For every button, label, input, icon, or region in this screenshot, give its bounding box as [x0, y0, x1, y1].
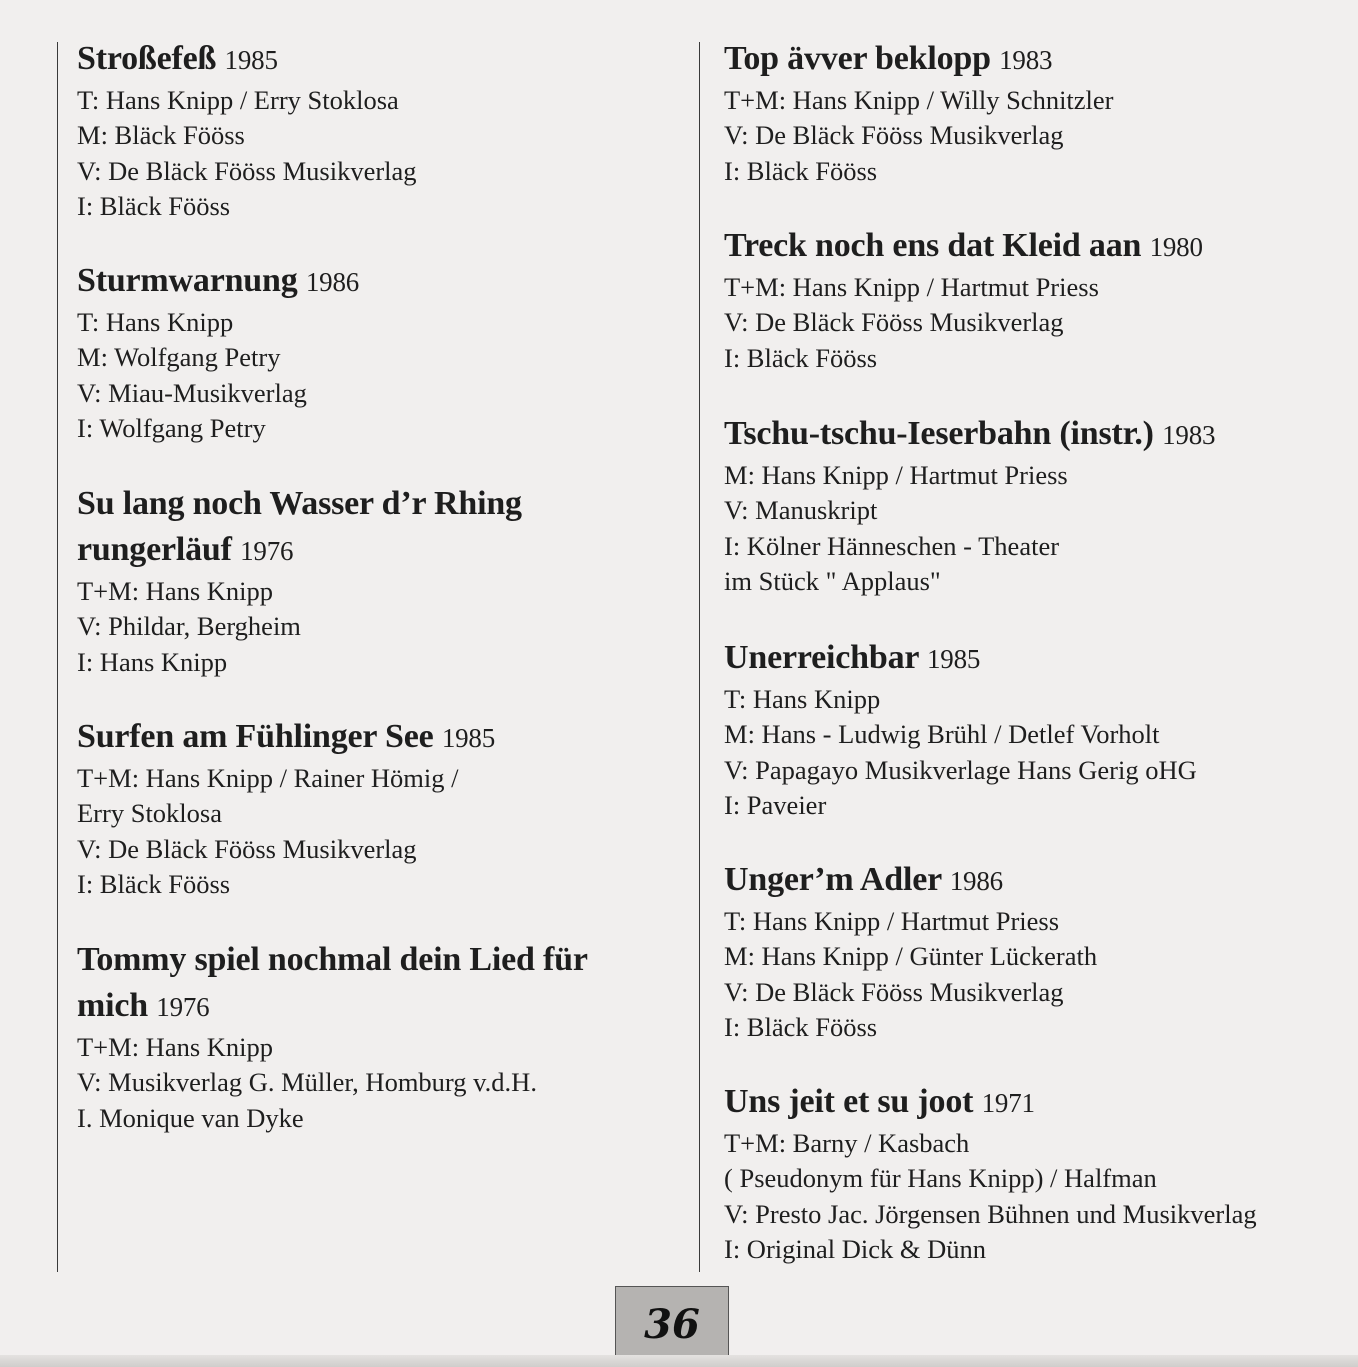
- credit-line: ( Pseudonym für Hans Knipp) / Halfman: [724, 1163, 1157, 1194]
- column-divider-rule: [699, 42, 700, 1272]
- credit-line: im Stück " Applaus": [724, 565, 941, 596]
- credit-line: T: Hans Knipp: [77, 307, 234, 337]
- song-title: Stroßefeß 1985: [77, 40, 278, 77]
- song-entry: [77, 258, 677, 481]
- credit-line: T+M: Hans Knipp / Willy Schnitzler: [724, 85, 1114, 115]
- credit-line: I: Paveier: [724, 789, 827, 820]
- credit-line: T: Hans Knipp: [724, 684, 881, 714]
- credit-line: I: Wolfgang Petry: [77, 412, 266, 443]
- credit-line: M: Bläck Fööss: [77, 120, 245, 151]
- song-entry: [77, 937, 677, 1136]
- credit-line: V: De Bläck Fööss Musikverlag: [724, 307, 1064, 338]
- song-entry: [724, 1079, 1344, 1267]
- credit-line: T+M: Hans Knipp: [77, 576, 274, 606]
- credit-line: V: Papagayo Musikverlage Hans Gerig oHG: [724, 754, 1197, 785]
- page-edge-shadow: [0, 1355, 1358, 1367]
- song-entry: [77, 36, 677, 258]
- credit-line: M: Hans Knipp / Hartmut Priess: [724, 460, 1068, 490]
- song-title: Unerreichbar 1985: [724, 639, 981, 676]
- song-year: 1983: [1162, 420, 1216, 450]
- song-title: Treck noch ens dat Kleid aan 1980: [724, 227, 1203, 264]
- left-column: [77, 36, 677, 1136]
- song-entry: [724, 36, 1344, 223]
- credit-line: T: Hans Knipp / Erry Stoklosa: [77, 85, 399, 115]
- credit-line: T: Hans Knipp / Hartmut Priess: [724, 906, 1060, 936]
- song-title-continued: mich 1976: [77, 987, 210, 1024]
- credit-line: T+M: Barny / Kasbach: [724, 1128, 970, 1158]
- song-year: 1986: [949, 866, 1003, 896]
- credit-line: Erry Stoklosa: [77, 798, 222, 829]
- credit-line: V: Manuskript: [724, 495, 878, 526]
- credit-line: V: Phildar, Bergheim: [77, 611, 301, 642]
- song-year: 1971: [981, 1088, 1035, 1118]
- credit-line: I. Monique van Dyke: [77, 1102, 304, 1133]
- page-number: 36: [644, 1300, 700, 1348]
- song-year: 1985: [441, 723, 496, 753]
- credit-line: T+M: Hans Knipp / Hartmut Priess: [724, 272, 1099, 302]
- left-margin-rule: [57, 42, 58, 1272]
- song-title: Surfen am Fühlinger See 1985: [77, 718, 496, 755]
- song-entry: [724, 411, 1344, 635]
- credit-line: V: Miau-Musikverlag: [77, 377, 307, 408]
- credit-line: I: Original Dick & Dünn: [724, 1233, 987, 1264]
- song-entry: [724, 635, 1344, 857]
- song-year: 1976: [240, 536, 294, 566]
- song-year: 1983: [999, 45, 1053, 75]
- credit-line: I: Hans Knipp: [77, 646, 228, 677]
- song-title: Uns jeit et su joot 1971: [724, 1083, 1035, 1120]
- song-title: Tschu-tschu-Ieserbahn (instr.) 1983: [724, 415, 1216, 452]
- credit-line: I: Bläck Fööss: [724, 155, 878, 186]
- credit-line: T+M: Hans Knipp / Rainer Hömig /: [77, 763, 459, 793]
- song-entry: [77, 714, 677, 937]
- credit-line: V: De Bläck Fööss Musikverlag: [724, 976, 1064, 1007]
- credit-line: V: De Bläck Fööss Musikverlag: [77, 833, 417, 864]
- credit-line: I: Bläck Fööss: [724, 1011, 878, 1042]
- credit-line: M: Hans Knipp / Günter Lückerath: [724, 941, 1098, 972]
- song-title: Tommy spiel nochmal dein Lied für: [77, 941, 588, 978]
- song-year: 1985: [224, 45, 278, 75]
- credit-line: I: Bläck Fööss: [724, 342, 878, 373]
- song-title: Unger’m Adler 1986: [724, 861, 1003, 898]
- credit-line: M: Hans - Ludwig Brühl / Detlef Vorholt: [724, 719, 1160, 750]
- song-year: 1980: [1149, 232, 1203, 262]
- song-entry: [77, 481, 677, 714]
- credit-line: V: Musikverlag G. Müller, Homburg v.d.H.: [77, 1067, 537, 1098]
- credit-line: T+M: Hans Knipp: [77, 1032, 274, 1062]
- song-title: Su lang noch Wasser d’r Rhing: [77, 485, 522, 522]
- credit-line: V: Presto Jac. Jörgensen Bühnen und Musikverlag: [724, 1198, 1257, 1229]
- credit-line: M: Wolfgang Petry: [77, 342, 281, 373]
- song-entry: [724, 857, 1344, 1079]
- song-title: Top ävver beklopp 1983: [724, 40, 1053, 77]
- credit-line: I: Bläck Fööss: [77, 868, 231, 899]
- song-title: Sturmwarnung 1986: [77, 262, 360, 299]
- song-title-continued: rungerläuf 1976: [77, 531, 294, 568]
- page-number-box: [615, 1286, 729, 1362]
- credit-line: V: De Bläck Fööss Musikverlag: [724, 120, 1064, 151]
- song-year: 1986: [305, 267, 360, 297]
- song-year: 1976: [156, 992, 210, 1022]
- song-year: 1985: [926, 644, 981, 674]
- credit-line: I: Bläck Fööss: [77, 190, 231, 221]
- song-entry: [724, 223, 1344, 411]
- credit-line: I: Kölner Hänneschen - Theater: [724, 530, 1060, 561]
- credit-line: V: De Bläck Fööss Musikverlag: [77, 155, 417, 186]
- right-column: [724, 36, 1344, 1267]
